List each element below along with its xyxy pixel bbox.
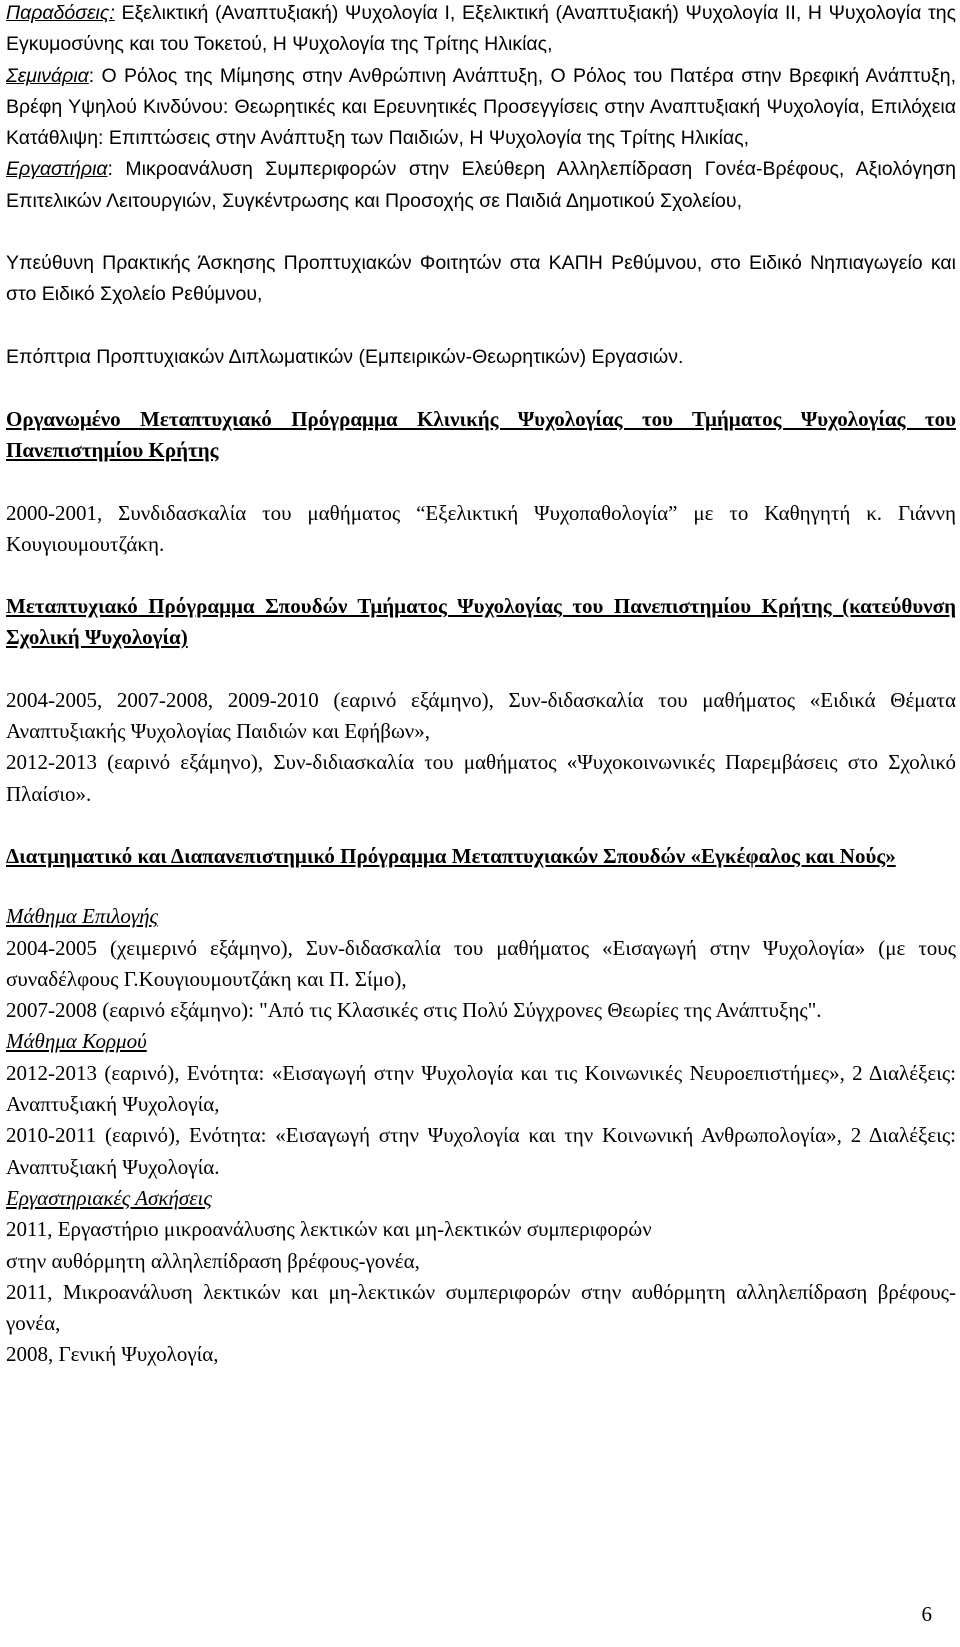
clinical-course-paragraph: 2000-2001, Συνδιδασκαλία του μαθήματος “Εξελικτική Ψυχοπαθολογία” με το Καθηγητή κ. Γιάννη Κουγιουμουτζάκη.: [6, 500, 956, 556]
lab-line-1b: στην αυθόρμητη αλληλεπίδραση βρέφους-γονέα,: [6, 1248, 420, 1273]
lab-label: [6, 1183, 956, 1214]
section-heading-school-psychology: Μεταπτυχιακό Πρόγραμμα Σπουδών Τμήματος Ψυχολογίας του Πανεπιστημίου Κρήτης (κατεύθυνση Σχολική Ψυχολογία): [6, 594, 956, 650]
elective-paragraph-1: 2004-2005 (χειμερινό εξάμηνο), Συν-διδασκαλία του μαθήματος «Εισαγωγή στην Ψυχολογία» (με τους συναδέλφους Γ.Κουγιουμουτζάκη και Π. Σίμο),: [6, 935, 956, 991]
lab-paragraph-2: 2011, Μικροανάλυση λεκτικών και μη-λεκτικών συμπεριφορών στην αυθόρμητη αλληλεπίδραση βρέφους-γονέα,: [6, 1279, 956, 1336]
traditions-label: Παραδόσεις:: [6, 2, 115, 24]
core-label: [6, 1026, 956, 1057]
core-paragraph-1: 2012-2013 (εαρινό), Ενότητα: «Εισαγωγή στην Ψυχολογία και τις Κοινωνικές Νευροεπιστήμες», 2 Διαλέξεις: Αναπτυξιακή Ψυχολογία,: [6, 1060, 956, 1117]
school-course-paragraph-1: 2004-2005, 2007-2008, 2009-2010 (εαρινό εξάμηνο), Συν-διδασκαλία του μαθήματος «Ειδικά Θέματα Αναπτυξιακής Ψυχολογίας Παιδιών και Εφήβων»,: [6, 687, 956, 744]
lab-paragraph-3: 2008, Γενική Ψυχολογία,: [6, 1342, 219, 1367]
elective-paragraph-2: 2007-2008 (εαρινό εξάμηνο): "Από τις Κλασικές στις Πολύ Σύγχρονες Θεωρίες της Ανάπτυξης".: [6, 998, 822, 1023]
seminars-text: : Ο Ρόλος της Μίμησης στην Ανθρώπινη Ανάπτυξη, Ο Ρόλος του Πατέρα στην Βρεφική Ανάπτυξη, Βρέφη Υψηλού Κινδύνου: Θεωρητικές και Ερευνητικές Προσεγγίσεις στην Αναπτυξιακή Ψυχολογία, Επιλόχεια Κατάθλιψη: Επιπτώσεις στην Ανάπτυξη των Παιδιών, Η Ψυχολογία της Τρίτης Ηλικίας,: [6, 64, 956, 150]
elective-label: [6, 901, 956, 932]
seminars-paragraph: [6, 61, 956, 155]
document-page: [6, 0, 956, 1371]
practicum-paragraph: Υπεύθυνη Πρακτικής Άσκησης Προπτυχιακών Φοιτητών στα ΚΑΠΗ Ρεθύμνου, στο Ειδικό Νηπιαγωγείο και στο Ειδικό Σχολείο Ρεθύμνου,: [6, 252, 956, 306]
section-heading-clinical: Οργανωμένο Μεταπτυχιακό Πρόγραμμα Κλινικής Ψυχολογίας του Τμήματος Ψυχολογίας του Πανεπιστημίου Κρήτης: [6, 406, 956, 463]
traditions-paragraph: [6, 0, 956, 61]
section-heading-brain-mind: Διατμηματικό και Διαπανεπιστημικό Πρόγραμμα Μεταπτυχιακών Σπουδών «Εγκέφαλος και Νούς»: [6, 843, 896, 868]
core-paragraph-2: 2010-2011 (εαρινό), Ενότητα: «Εισαγωγή στην Ψυχολογία και την Κοινωνική Ανθρωπολογία», 2 Διαλέξεις: Αναπτυξιακή Ψυχολογία.: [6, 1123, 956, 1179]
lab-paragraph-1: [6, 1214, 956, 1277]
school-course-paragraph-2: 2012-2013 (εαρινό εξάμηνο), Συν-διδιασκαλία του μαθήματος «Ψυχοκοινωνικές Παρεμβάσεις στο Σχολικό Πλαίσιο».: [6, 750, 956, 806]
page-number: 6: [921, 1602, 932, 1626]
traditions-text: Εξελικτική (Αναπτυξιακή) Ψυχολογία Ι, Εξελικτική (Αναπτυξιακή) Ψυχολογία ΙΙ, Η Ψυχολογία της Εγκυμοσύνης και του Τοκετού, Η Ψυχολογία της Τρίτης Ηλικίας,: [6, 2, 956, 56]
elective-label-text: Μάθημα Επιλογής: [6, 904, 159, 929]
lab-line-1a: 2011, Εργαστήριο μικροανάλυσης λεκτικών και μη-λεκτικών συμπεριφορών: [6, 1217, 652, 1242]
seminars-label: Σεμινάρια: [6, 64, 89, 87]
lab-label-text: Εργαστηριακές Ασκήσεις: [6, 1185, 212, 1210]
core-label-text: Μάθημα Κορμού: [6, 1029, 147, 1054]
workshops-paragraph: [6, 154, 956, 217]
workshops-text: : Μικροανάλυση Συμπεριφορών στην Ελεύθερη Αλληλεπίδραση Γονέα-Βρέφους, Αξιολόγηση Επιτελικών Λειτουργιών, Συγκέντρωσης και Προσοχής σε Παιδιά Δημοτικού Σχολείου,: [6, 158, 956, 212]
workshops-label: Εργαστήρια: [6, 158, 108, 181]
supervisor-paragraph: Επόπτρια Προπτυχιακών Διπλωματικών (Εμπειρικών-Θεωρητικών) Εργασιών.: [6, 345, 684, 368]
